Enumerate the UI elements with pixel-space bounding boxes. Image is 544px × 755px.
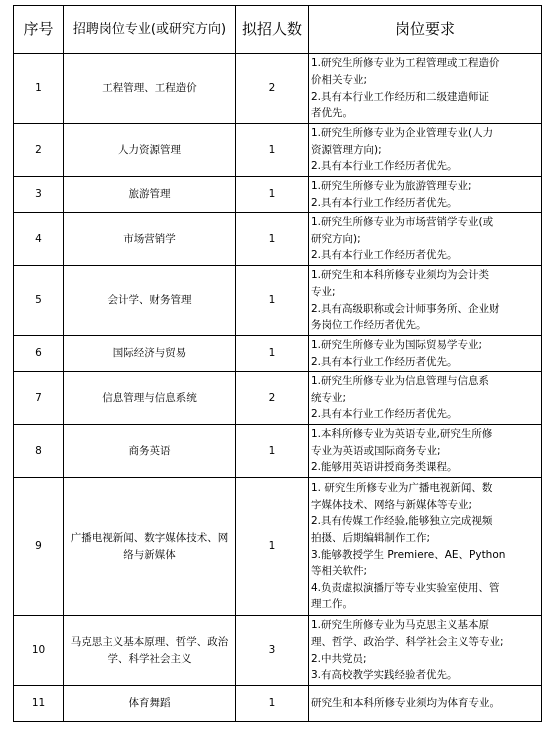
table-row: [14, 425, 542, 478]
requirement-line: 研究生和本科所修专业须均为体育专业。: [311, 697, 500, 710]
requirement-line: 2.具有本行业工作经历者优先。: [311, 249, 458, 262]
row-number: 7: [14, 372, 64, 425]
requirements-cell: [309, 266, 542, 336]
hiring-count: 1: [236, 124, 309, 177]
hiring-count: 1: [236, 336, 309, 372]
requirement-line: 1.研究生所修专业为旅游管理专业;: [311, 179, 472, 192]
hiring-count: 3: [236, 616, 309, 686]
row-number: 4: [14, 213, 64, 266]
requirement-line: 1.本科所修专业为英语专业,研究生所修: [311, 428, 493, 441]
requirements-cell: [309, 124, 542, 177]
table-row: [14, 177, 542, 213]
requirements-cell: [309, 425, 542, 478]
requirement-line: 1.研究生所修专业为市场营销学专业(或: [311, 216, 494, 229]
position-major: 市场营销学: [64, 213, 236, 266]
table-row: [14, 686, 542, 722]
table-row: [14, 336, 542, 372]
requirement-line: 2.具有本行业工作经历者优先。: [311, 196, 458, 209]
header-row: [14, 6, 542, 54]
requirement-line: 2.具有本行业工作经历者优先。: [311, 355, 458, 368]
requirement-line: 4.负责虚拟演播厅等专业实验室使用、管: [311, 581, 500, 594]
hiring-count: 1: [236, 478, 309, 616]
hiring-count: 2: [236, 54, 309, 124]
table-row: [14, 54, 542, 124]
position-major: 人力资源管理: [64, 124, 236, 177]
table-row: [14, 213, 542, 266]
hiring-count: 1: [236, 686, 309, 722]
requirements-cell: [309, 177, 542, 213]
requirement-line: 2.具有本行业工作经历者优先。: [311, 160, 458, 173]
requirement-line: 统专业;: [311, 391, 347, 404]
hiring-count: 1: [236, 213, 309, 266]
requirement-line: 专业;: [311, 285, 336, 298]
row-number: 6: [14, 336, 64, 372]
position-major: 工程管理、工程造价: [64, 54, 236, 124]
requirement-line: 专业为英语或国际商务专业;: [311, 444, 441, 457]
requirement-line: 价相关专业;: [311, 73, 368, 86]
row-number: 11: [14, 686, 64, 722]
requirement-line: 1.研究生所修专业为企业管理专业(人力: [311, 127, 494, 140]
hiring-count: 1: [236, 266, 309, 336]
position-major: 商务英语: [64, 425, 236, 478]
recruitment-table: [13, 5, 542, 722]
table-row: [14, 616, 542, 686]
header-major: 招聘岗位专业(或研究方向): [64, 6, 236, 54]
requirement-line: 2.具有传媒工作经验,能够独立完成视频: [311, 515, 493, 528]
position-major: 信息管理与信息系统: [64, 372, 236, 425]
hiring-count: 1: [236, 425, 309, 478]
requirement-line: 资源管理方向);: [311, 143, 382, 156]
hiring-count: 2: [236, 372, 309, 425]
hiring-count: 1: [236, 177, 309, 213]
requirement-line: 理工作。: [311, 598, 353, 611]
requirement-line: 1. 研究生所修专业为广播电视新闻、数: [311, 482, 493, 495]
table-row: [14, 372, 542, 425]
requirements-cell: [309, 478, 542, 616]
requirement-line: 务岗位工作经历者优先。: [311, 319, 427, 332]
row-number: 2: [14, 124, 64, 177]
requirement-line: 2.能够用英语讲授商务类课程。: [311, 461, 458, 474]
requirement-line: 3.有高校教学实践经验者优先。: [311, 669, 458, 682]
requirement-line: 2.具有本行业工作经历和二级建造师证: [311, 90, 490, 103]
row-number: 3: [14, 177, 64, 213]
table-row: [14, 266, 542, 336]
position-major: 体育舞蹈: [64, 686, 236, 722]
row-number: 5: [14, 266, 64, 336]
requirement-line: 1.研究生所修专业为国际贸易学专业;: [311, 338, 483, 351]
requirement-line: 等相关软件;: [311, 565, 368, 578]
requirement-line: 3.能够教授学生 Premiere、AE、Python: [311, 548, 506, 561]
table-row: [14, 478, 542, 616]
header-count: 拟招人数: [236, 6, 309, 54]
requirements-cell: [309, 616, 542, 686]
requirement-line: 1.研究生和本科所修专业须均为会计类: [311, 269, 490, 282]
row-number: 8: [14, 425, 64, 478]
position-major: 马克思主义基本原理、哲学、政治学、科学社会主义: [64, 616, 236, 686]
row-number: 9: [14, 478, 64, 616]
position-major: 旅游管理: [64, 177, 236, 213]
requirements-cell: [309, 372, 542, 425]
header-requirements: 岗位要求: [309, 6, 542, 54]
position-major: 会计学、财务管理: [64, 266, 236, 336]
row-number: 1: [14, 54, 64, 124]
requirement-line: 研究方向);: [311, 232, 361, 245]
requirements-cell: [309, 54, 542, 124]
requirement-line: 2.具有本行业工作经历者优先。: [311, 408, 458, 421]
requirement-line: 理、哲学、政治学、科学社会主义等专业;: [311, 635, 504, 648]
requirements-cell: [309, 213, 542, 266]
requirement-line: 1.研究生所修专业为信息管理与信息系: [311, 375, 490, 388]
requirements-cell: [309, 686, 542, 722]
requirement-line: 1.研究生所修专业为马克思主义基本原: [311, 619, 490, 632]
requirement-line: 者优先。: [311, 107, 353, 120]
requirement-line: 2.中共党员;: [311, 652, 367, 665]
requirement-line: 2.具有高级职称或会计师事务所、企业财: [311, 302, 500, 315]
requirements-cell: [309, 336, 542, 372]
position-major: 广播电视新闻、数字媒体技术、网络与新媒体: [64, 478, 236, 616]
row-number: 10: [14, 616, 64, 686]
requirement-line: 拍摄、后期编辑制作工作;: [311, 531, 431, 544]
table-row: [14, 124, 542, 177]
requirement-line: 字媒体技术、网络与新媒体等专业;: [311, 498, 473, 511]
header-no: 序号: [14, 6, 64, 54]
requirement-line: 1.研究生所修专业为工程管理或工程造价: [311, 57, 500, 70]
position-major: 国际经济与贸易: [64, 336, 236, 372]
